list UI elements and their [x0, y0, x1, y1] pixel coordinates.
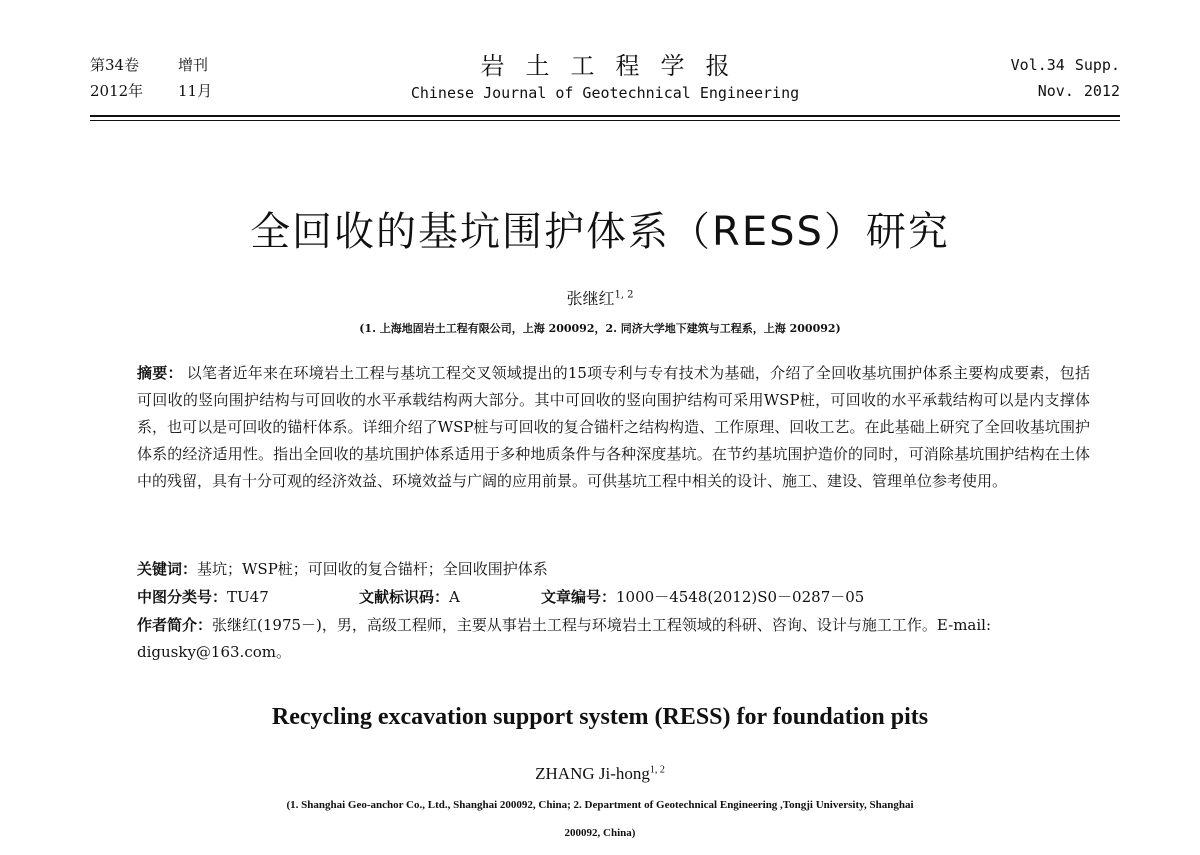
article-number-label: 文章编号： — [541, 588, 617, 606]
doc-code-label: 文献标识码： — [359, 588, 450, 606]
article-number-value: 1000－4548(2012)S0－0287－05 — [616, 588, 865, 606]
header-rule-thick — [90, 115, 1120, 117]
journal-header — [90, 52, 1120, 122]
volume-cn: 第34卷 — [90, 56, 140, 74]
paper-title-en: Recycling excavation support system (RESS) for foundation pits — [271, 704, 929, 730]
author-cn — [0, 286, 1200, 309]
paper-title-cn: 全回收的基坑围护体系（RESS）研究 — [250, 209, 950, 255]
volume-en: Vol.34 — [1010, 56, 1065, 74]
supp-en: Supp. — [1074, 56, 1120, 74]
author-en — [0, 764, 1200, 784]
issue-info-en — [1001, 52, 1120, 104]
keywords-label: 关键词： — [137, 560, 198, 578]
classification-line — [137, 584, 1090, 611]
author-affil-sup-en: 1, 2 — [649, 764, 665, 776]
clc-value: TU47 — [227, 588, 269, 606]
affiliation-en-line2: 200092, China) — [564, 827, 636, 839]
month-cn: 11月 — [178, 82, 213, 100]
author-affil-sup-cn: 1, 2 — [614, 289, 634, 301]
clc-label: 中图分类号： — [137, 588, 228, 606]
affiliation-en-line1: (1. Shanghai Geo-anchor Co., Ltd., Shanghai 200092, China; 2. Department of Geotechnical Engineering ,Tongji University, Shanghai — [286, 799, 914, 811]
doc-code-value: A — [449, 588, 460, 606]
year-cn: 2012年 — [90, 82, 144, 100]
abstract-label: 摘要： — [137, 364, 183, 382]
affiliation-cn: (1. 上海地固岩土工程有限公司，上海 200092，2. 同济大学地下建筑与工程系，上海 200092) — [359, 322, 841, 335]
author-bio-text: 张继红(1975－)，男，高级工程师，主要从事岩土工程与环境岩土工程领域的科研、咨询、设计与施工工作。E-mail: digusky@163.com。 — [137, 616, 992, 661]
journal-name — [90, 52, 1120, 104]
doc-code-field — [359, 584, 541, 611]
author-name-en: ZHANG Ji-hong — [535, 764, 650, 783]
journal-name-en: Chinese Journal of Geotechnical Engineering — [410, 84, 800, 102]
author-name-cn: 张继红 — [566, 289, 615, 308]
keywords — [137, 556, 1090, 583]
keywords-text: 基坑；WSP桩；可回收的复合锚杆；全回收围护体系 — [197, 560, 548, 578]
abstract-text: 以笔者近年来在环境岩土工程与基坑工程交叉领域提出的15项专利与专有技术为基础，介绍了全回收基坑围护体系主要构成要素，包括可回收的竖向围护结构与可回收的水平承载结构两大部分。其中可回收的竖向围护结构可采用WSP桩，可回收的水平承载结构可以是内支撑体系，也可以是可回收的锚杆体系。详细介绍了WSP桩与可回收的复合锚杆之结构构造、工作原理、回收工艺。在此基础上研究了全回收基坑围护体系的经济适用性。指出全回收的基坑围护体系适用于多种地质条件与各种深度基坑。在节约基坑围护造价的同时，可消除基坑围护结构在土体中的残留，具有十分可观的经济效益、环境效益与广阔的应用前景。可供基坑工程中相关的设计、施工、建设、管理单位参考使用。 — [137, 364, 1090, 490]
article-number-field — [541, 584, 864, 611]
month-en: Nov. — [1037, 82, 1074, 100]
journal-name-cn: 岩土工程学报 — [480, 52, 751, 80]
clc-field — [137, 584, 359, 611]
author-bio-label: 作者简介： — [137, 616, 213, 634]
abstract-cn — [137, 360, 1090, 495]
header-rule-thin — [90, 120, 1120, 121]
author-bio — [137, 612, 1090, 666]
year-en: 2012 — [1083, 82, 1120, 100]
issue-type-cn: 增刊 — [178, 56, 209, 74]
